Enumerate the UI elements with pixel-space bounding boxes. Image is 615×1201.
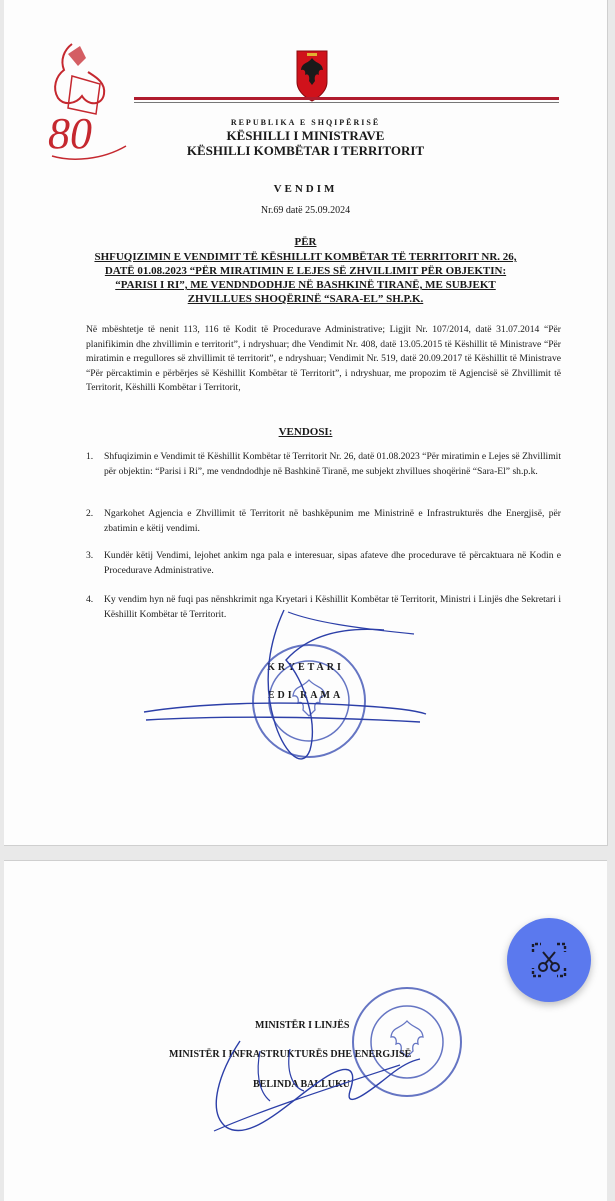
territory-council-heading: KËSHILLI KOMBËTAR I TERRITORIT — [186, 143, 425, 158]
scissors-crop-icon — [529, 940, 569, 980]
republic-heading: REPUBLIKA E SHQIPËRISË — [230, 118, 381, 127]
item-number: 1. — [86, 451, 94, 462]
minister-name: BELINDA BALLUKU — [253, 1079, 350, 1090]
header-red-rule — [134, 97, 559, 100]
item-number: 2. — [86, 508, 94, 519]
document-title: VENDIM — [273, 183, 338, 195]
item-text: Ky vendim hyn në fuqi pas nënshkrimit nga Kryetari i Këshillit Kombëtar të Territorit, Ministri i Linjës dhe Sekretari i Këshillit Kombëtar të Territorit. — [104, 594, 561, 620]
item-text: Ngarkohet Agjencia e Zhvillimit të Territorit në bashkëpunim me Ministrinë e Infrastrukturës dhe Energjisë, për zbatimin e këtij vendimi. — [104, 508, 561, 534]
document-page-2 — [4, 860, 607, 1201]
header-gray-rule — [134, 102, 559, 103]
chair-signature — [134, 600, 434, 780]
albanian-emblem — [294, 48, 330, 104]
minister-line-label: MINISTËR I LINJËS — [255, 1020, 350, 1031]
per-heading: PËR — [294, 236, 317, 248]
minister-signature — [200, 1031, 430, 1151]
svg-text:80: 80 — [48, 109, 92, 158]
item-number: 4. — [86, 594, 94, 605]
item-text: Kundër këtij Vendimi, lejohet ankim nga pala e interesuar, sipas afateve dhe procedurave të përcaktuara në Kodin e Procedurave Administrative. — [104, 550, 561, 576]
item-number: 3. — [86, 550, 94, 561]
item-text: Shfuqizimin e Vendimit të Këshillit Kombëtar të Territorit Nr. 26, datë 01.08.2023 “Për miratimin e Lejes së Zhvillimit për objektin: “Parisi i Ri”, me vendndodhje në Bashkinë Tiranë, me subjekt zhvillues shoqërinë “Sara-El” sh.p.k. — [104, 451, 561, 477]
decision-item-3 — [86, 549, 561, 578]
decision-item-2 — [86, 507, 561, 536]
document-page-1 — [4, 0, 608, 846]
chair-name: EDI RAMA — [267, 690, 344, 701]
minister-title: MINISTËR I INFRASTRUKTURËS DHE ENERGJISË — [169, 1049, 412, 1060]
decision-subject: SHFUQIZIMIN E VENDIMIT TË KËSHILLIT KOMBËTAR TË TERRITORIT NR. 26, DATË 01.08.2023 “PËR MIRATIMIN E LEJES SË ZHVILLIMIT PËR OBJEKTIN: “PARISI I RI”, ME VENDNDODHJE NË BASHKINË TIRANË, ME SUBJEKT ZHVILLUES SHOQËRINË “SARA-EL” SH.P.K. — [94, 251, 517, 305]
screenshot-crop-button[interactable] — [507, 918, 591, 1002]
council-heading: KËSHILLI I MINISTRAVE — [226, 128, 385, 143]
legal-basis-paragraph: Në mbështetje të nenit 113, 116 të Kodit të Procedurave Administrative; Ligjit Nr. 107/2014, datë 31.07.2014 “Për planifikimin dhe zhvillimin e territorit”, i ndryshuar; dhe Vendimit Nr. 408, datë 13.05.2015 të Këshillit të Ministrave “Për miratimin e rregullores së zhvillimit të territorit”, e ndryshuar; Vendimit Nr. 519, datë 20.09.2017 të Këshillit të Ministrave “Për përcaktimin e përbërjes së Këshillit Kombëtar të Territorit”, i ndryshuar, me propozim të Agjencisë së Zhvillimit të Territorit, Këshilli Kombëtar i Territorit, — [86, 324, 561, 394]
decision-item-1 — [86, 450, 561, 479]
vendosi-heading: VENDOSI: — [278, 426, 333, 438]
decision-number: Nr.69 datë 25.09.2024 — [260, 205, 351, 216]
chair-title: KRYETARI — [267, 662, 344, 673]
